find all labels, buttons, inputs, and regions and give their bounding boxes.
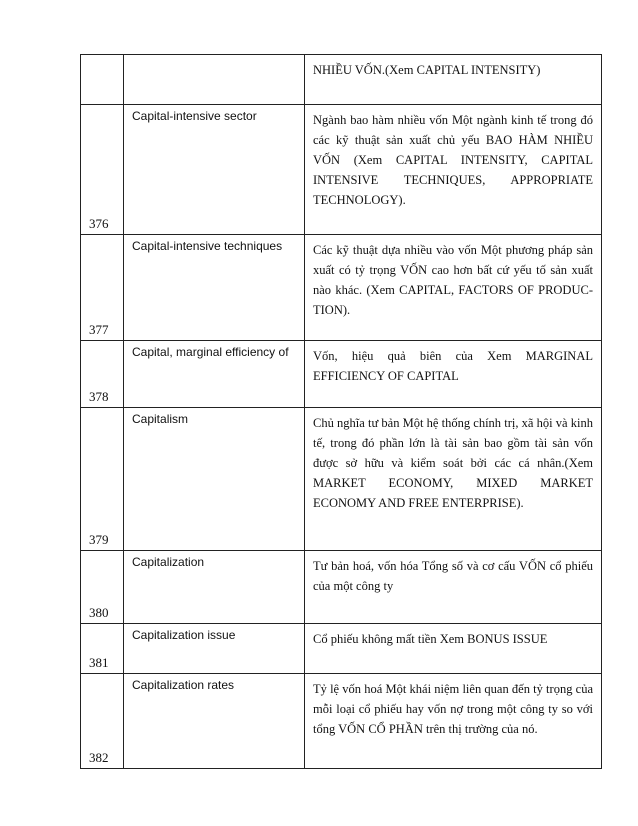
entry-number: 381 bbox=[89, 655, 109, 670]
entry-number-cell bbox=[81, 235, 124, 341]
entry-number-cell bbox=[81, 674, 124, 769]
entry-number-cell bbox=[81, 408, 124, 551]
entry-number: 382 bbox=[89, 750, 109, 765]
entry-number-cell bbox=[81, 105, 124, 235]
entry-number: 378 bbox=[89, 389, 109, 404]
definition-text: Chủ nghĩa tư bản Một hệ thống chính trị, xã hội và kinh tế, trong đó phần lớn là tài sản bao gồm tài sản vốn được sở hữu và kiểm soát bởi các cá nhân.(Xem MARKET ECONOMY, MIXED MARKET ECONOMY AND FREE ENTERPRISE). bbox=[313, 416, 593, 510]
definition-cell bbox=[305, 55, 602, 105]
table-row bbox=[81, 235, 602, 341]
table-row bbox=[81, 551, 602, 624]
table-row bbox=[81, 624, 602, 674]
term-text bbox=[124, 55, 304, 58]
definition-cell bbox=[305, 624, 602, 674]
definition-text: Tư bản hoá, vốn hóa Tổng số và cơ cấu VỐN cổ phiếu của một công ty bbox=[313, 559, 593, 593]
term-cell bbox=[124, 551, 305, 624]
definition-cell bbox=[305, 408, 602, 551]
definition-text: Tỷ lệ vốn hoá Một khái niệm liên quan đến tỷ trọng của mỗi loại cổ phiếu hay vốn nợ trong một công ty so với tổng VỐN CỔ PHẦN trên thị trường của nó. bbox=[313, 682, 593, 736]
term-cell bbox=[124, 674, 305, 769]
entry-number: 376 bbox=[89, 216, 109, 231]
term-cell bbox=[124, 235, 305, 341]
entry-number-cell bbox=[81, 551, 124, 624]
definition-cell bbox=[305, 341, 602, 408]
glossary-table bbox=[80, 54, 602, 769]
term-text: Capitalization bbox=[132, 555, 205, 569]
entry-number-cell bbox=[81, 55, 124, 105]
term-text: Capitalism bbox=[132, 412, 189, 426]
definition-cell bbox=[305, 551, 602, 624]
table-row bbox=[81, 674, 602, 769]
entry-number: 380 bbox=[89, 605, 109, 620]
term-text: Capitalization rates bbox=[132, 678, 235, 692]
term-text: Capital-intensive techniques bbox=[132, 239, 283, 253]
definition-text: Các kỹ thuật dựa nhiều vào vốn Một phương pháp sản xuất có tỷ trọng VỐN cao hơn bất cứ yếu tố sản xuất nào khác. (Xem CAPITAL, FACTORS OF PRODUC-TION). bbox=[313, 243, 593, 317]
term-cell bbox=[124, 55, 305, 105]
definition-text: Cổ phiếu không mất tiền Xem BONUS ISSUE bbox=[313, 632, 548, 646]
term-text: Capital, marginal efficiency of bbox=[132, 345, 289, 359]
definition-text: Vốn, hiệu quả biên của Xem MARGINAL EFFICIENCY OF CAPITAL bbox=[313, 349, 593, 383]
definition-cell bbox=[305, 105, 602, 235]
term-cell bbox=[124, 624, 305, 674]
term-cell bbox=[124, 408, 305, 551]
entry-number: 379 bbox=[89, 532, 109, 547]
term-cell bbox=[124, 105, 305, 235]
definition-text: NHIỀU VỐN.(Xem CAPITAL INTENSITY) bbox=[313, 63, 541, 77]
definition-cell bbox=[305, 674, 602, 769]
table-row bbox=[81, 55, 602, 105]
table-row bbox=[81, 408, 602, 551]
entry-number-cell bbox=[81, 341, 124, 408]
entry-number-cell bbox=[81, 624, 124, 674]
term-cell bbox=[124, 341, 305, 408]
term-text: Capital-intensive sector bbox=[132, 109, 257, 123]
definition-text: Ngành bao hàm nhiều vốn Một ngành kinh tế trong đó các kỹ thuật sản xuất chủ yếu BAO HÀM NHIỀU VỐN (Xem CAPITAL INTENSITY, CAPITAL INTENSIVE TECHNIQUES, APPROPRIATE TECHNOLOGY). bbox=[313, 113, 593, 207]
table-row bbox=[81, 105, 602, 235]
definition-cell bbox=[305, 235, 602, 341]
table-row bbox=[81, 341, 602, 408]
entry-number: 377 bbox=[89, 322, 109, 337]
term-text: Capitalization issue bbox=[132, 628, 236, 642]
